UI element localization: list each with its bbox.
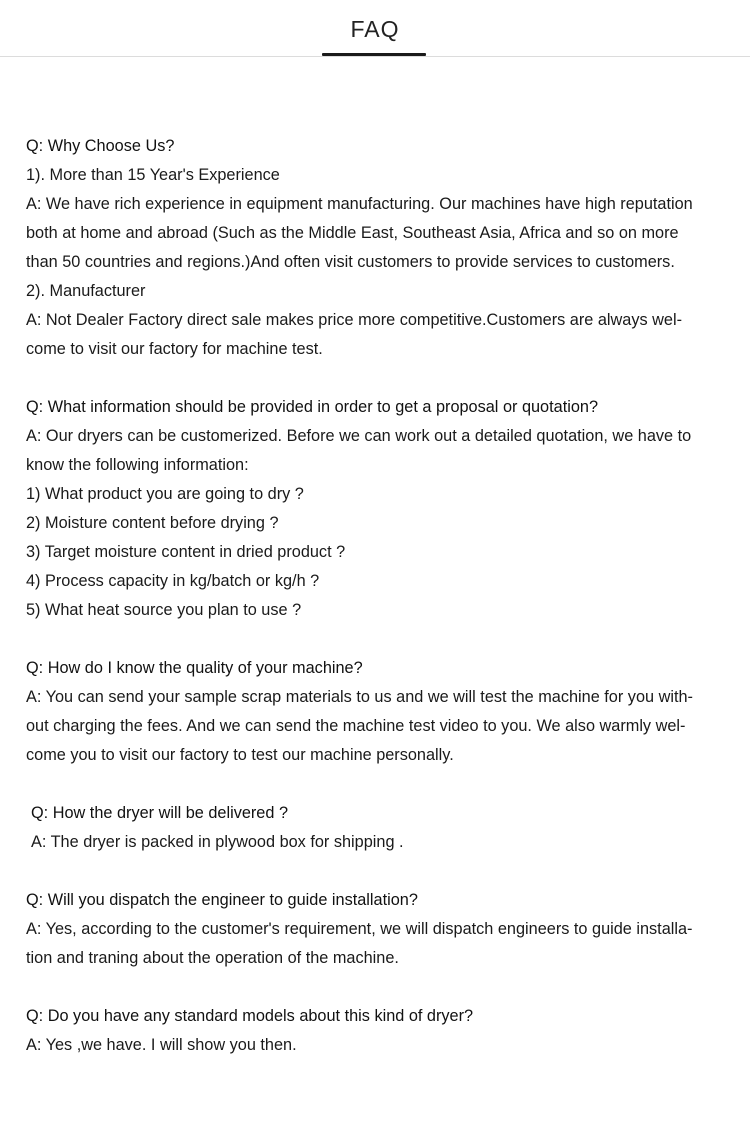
faq-answer-line: A: Our dryers can be customerized. Before we can work out a detailed quotation, we have to: [26, 427, 692, 445]
faq-list: [26, 132, 726, 1089]
faq-answer-line: 2) Moisture content before drying ?: [26, 514, 279, 532]
faq-answer-line: 4) Process capacity in kg/batch or kg/h ?: [26, 572, 320, 590]
faq-answer-line: A: Yes, according to the customer's requirement, we will dispatch engineers to guide installa-: [26, 920, 693, 938]
faq-question: Q: Will you dispatch the engineer to guide installation?: [26, 891, 418, 909]
faq-answer-line: tion and traning about the operation of the machine.: [26, 949, 399, 967]
faq-item-standard-models: [26, 1002, 726, 1060]
faq-answer-line: A: We have rich experience in equipment manufacturing. Our machines have high reputation: [26, 195, 693, 213]
faq-answer-line: 2). Manufacturer: [26, 282, 146, 300]
title-underline: [322, 53, 426, 56]
faq-question: Q: How do I know the quality of your machine?: [26, 659, 363, 677]
faq-item-delivery: [26, 799, 726, 857]
faq-item-quotation-info: [26, 393, 726, 625]
faq-question: Q: Do you have any standard models about this kind of dryer?: [26, 1007, 474, 1025]
faq-answer-line: 1). More than 15 Year's Experience: [26, 166, 280, 184]
faq-question: Q: What information should be provided in order to get a proposal or quotation?: [26, 398, 598, 416]
page-header: [0, 0, 750, 57]
faq-answer-line: 3) Target moisture content in dried product ?: [26, 543, 346, 561]
faq-answer-line: A: Not Dealer Factory direct sale makes price more competitive.Customers are always wel-: [26, 311, 682, 329]
faq-question: Q: How the dryer will be delivered ?: [31, 804, 288, 822]
faq-item-machine-quality: [26, 654, 726, 770]
faq-answer-line: A: The dryer is packed in plywood box for shipping .: [31, 833, 404, 851]
faq-answer-line: know the following information:: [26, 456, 249, 474]
faq-answer-line: come you to visit our factory to test our machine personally.: [26, 746, 454, 764]
faq-answer-line: out charging the fees. And we can send the machine test video to you. We also warmly wel-: [26, 717, 686, 735]
faq-answer-line: both at home and abroad (Such as the Middle East, Southeast Asia, Africa and so on more: [26, 224, 679, 242]
faq-item-why-choose-us: [26, 132, 726, 364]
faq-question: Q: Why Choose Us?: [26, 137, 175, 155]
faq-answer-line: 1) What product you are going to dry ?: [26, 485, 304, 503]
faq-answer-line: come to visit our factory for machine test.: [26, 340, 323, 358]
faq-answer-line: A: You can send your sample scrap materials to us and we will test the machine for you with-: [26, 688, 693, 706]
faq-answer-line: 5) What heat source you plan to use ?: [26, 601, 302, 619]
faq-item-installation: [26, 886, 726, 973]
page-title: FAQ: [350, 16, 400, 42]
faq-answer-line: than 50 countries and regions.)And often visit customers to provide services to customers.: [26, 253, 675, 271]
faq-answer-line: A: Yes ,we have. I will show you then.: [26, 1036, 297, 1054]
